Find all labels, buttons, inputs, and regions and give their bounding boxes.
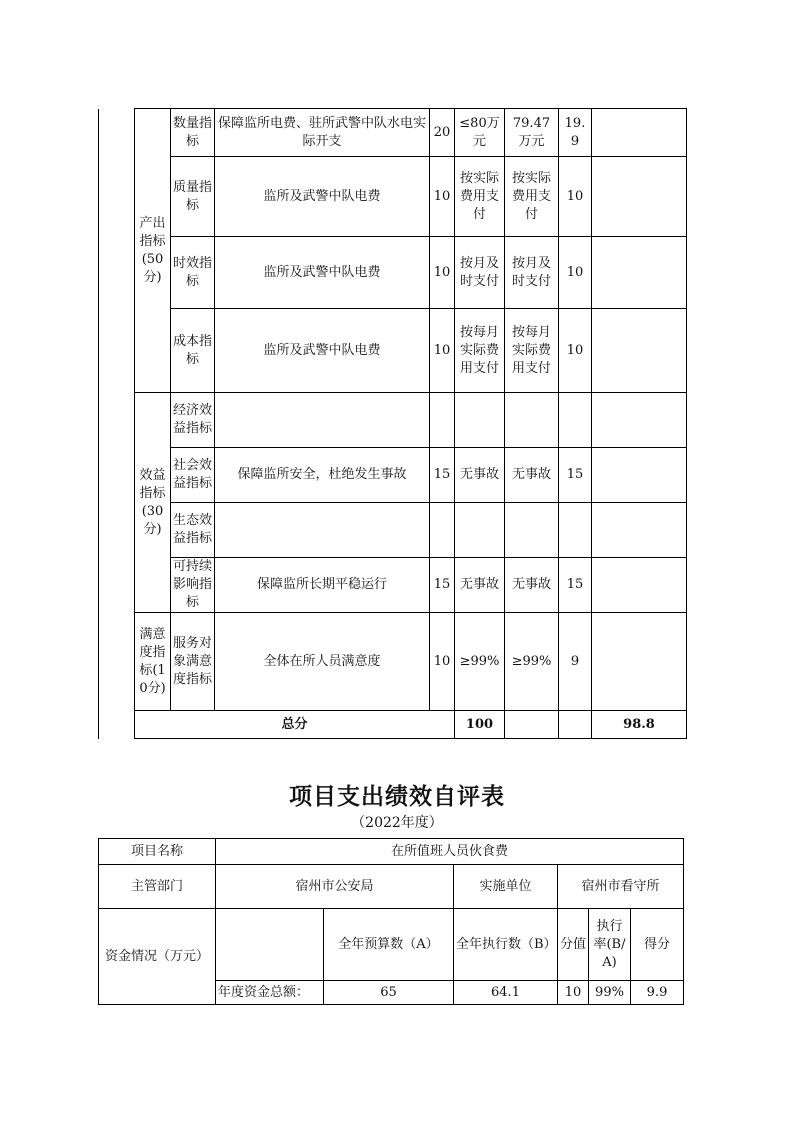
indicator-name: 社会效益指标 [171, 448, 215, 503]
total-score: 100 [455, 711, 505, 739]
indicator-note [592, 558, 687, 613]
satisfaction-indicator-group: 满意度指标(10分) [135, 613, 171, 711]
indicator-got [559, 393, 592, 448]
budget-value: 65 [324, 981, 454, 1005]
indicator-content: 全体在所人员满意度 [215, 613, 430, 711]
performance-indicator-table [98, 108, 687, 739]
exec-value: 64.1 [454, 981, 558, 1005]
indicator-got: 15 [559, 448, 592, 503]
indicator-actual: 按月及时支付 [505, 237, 559, 309]
project-name: 在所值班人员伙食费 [216, 839, 684, 865]
indicator-score: 10 [430, 309, 455, 393]
rate-header: 执行率(B/A) [589, 909, 631, 981]
indicator-note [592, 503, 687, 558]
indicator-got [559, 503, 592, 558]
indicator-actual: 按每月实际费用支付 [505, 309, 559, 393]
annual-total-label: 年度资金总额： [216, 981, 324, 1005]
fund-header-blank [216, 909, 324, 981]
indicator-name: 生态效益指标 [171, 503, 215, 558]
indicator-got: 10 [559, 237, 592, 309]
impl-unit-label: 实施单位 [454, 865, 558, 909]
level1-blank-cell [99, 109, 135, 739]
dept-value: 宿州市公安局 [216, 865, 454, 909]
indicator-note [592, 109, 687, 157]
indicator-target: 无事故 [455, 558, 505, 613]
benefit-indicator-group: 效益指标(30分) [135, 393, 171, 613]
got-value: 9.9 [631, 981, 684, 1005]
indicator-got: 15 [559, 558, 592, 613]
evaluation-form-title: 项目支出绩效自评表 [289, 784, 505, 810]
indicator-name: 数量指标 [171, 109, 215, 157]
score-value: 10 [558, 981, 589, 1005]
indicator-note [592, 448, 687, 503]
evaluation-form-year: （2022年度） [351, 815, 443, 831]
indicator-got: 19.9 [559, 109, 592, 157]
rate-value: 99% [589, 981, 631, 1005]
output-indicator-group: 产出指标(50分) [135, 109, 171, 393]
indicator-content: 保障监所电费、驻所武警中队水电实际开支 [215, 109, 430, 157]
total-label: 总分 [135, 711, 455, 739]
indicator-score: 10 [430, 157, 455, 237]
indicator-note [592, 237, 687, 309]
project-name-label: 项目名称 [99, 839, 216, 865]
indicator-note [592, 393, 687, 448]
indicator-target: 按月及时支付 [455, 237, 505, 309]
indicator-actual: 无事故 [505, 448, 559, 503]
indicator-name: 经济效益指标 [171, 393, 215, 448]
indicator-target: 按每月实际费用支付 [455, 309, 505, 393]
indicator-actual: 无事故 [505, 558, 559, 613]
indicator-target: ≤80万元 [455, 109, 505, 157]
indicator-name: 成本指标 [171, 309, 215, 393]
indicator-name: 服务对象满意度指标 [171, 613, 215, 711]
total-actual [559, 711, 592, 739]
indicator-score [430, 503, 455, 558]
indicator-content: 监所及武警中队电费 [215, 157, 430, 237]
score-header: 分值 [558, 909, 589, 981]
indicator-content [215, 503, 430, 558]
indicator-name: 时效指标 [171, 237, 215, 309]
budget-header: 全年预算数（A） [324, 909, 454, 981]
indicator-target: 无事故 [455, 448, 505, 503]
indicator-target [455, 503, 505, 558]
indicator-target [455, 393, 505, 448]
dept-label: 主管部门 [99, 865, 216, 909]
indicator-score: 20 [430, 109, 455, 157]
indicator-actual [505, 503, 559, 558]
indicator-name: 质量指标 [171, 157, 215, 237]
indicator-score: 15 [430, 558, 455, 613]
indicator-score: 10 [430, 613, 455, 711]
impl-unit-value: 宿州市看守所 [558, 865, 684, 909]
indicator-content: 监所及武警中队电费 [215, 237, 430, 309]
indicator-target: ≥99% [455, 613, 505, 711]
indicator-note [592, 309, 687, 393]
indicator-actual: 按实际费用支付 [505, 157, 559, 237]
indicator-score [430, 393, 455, 448]
indicator-got: 9 [559, 613, 592, 711]
indicator-got: 10 [559, 157, 592, 237]
got-header: 得分 [631, 909, 684, 981]
indicator-actual: ≥99% [505, 613, 559, 711]
indicator-actual [505, 393, 559, 448]
total-target [505, 711, 559, 739]
project-self-evaluation-table [98, 838, 684, 1005]
indicator-content [215, 393, 430, 448]
indicator-target: 按实际费用支付 [455, 157, 505, 237]
fund-label: 资金情况（万元） [99, 909, 216, 1005]
indicator-score: 15 [430, 448, 455, 503]
indicator-content: 保障监所安全，杜绝发生事故 [215, 448, 430, 503]
indicator-actual: 79.47万元 [505, 109, 559, 157]
exec-header: 全年执行数（B） [454, 909, 558, 981]
indicator-name: 可持续影响指标 [171, 558, 215, 613]
indicator-content: 监所及武警中队电费 [215, 309, 430, 393]
indicator-content: 保障监所长期平稳运行 [215, 558, 430, 613]
indicator-got: 10 [559, 309, 592, 393]
indicator-note [592, 157, 687, 237]
total-got: 98.8 [592, 711, 687, 739]
indicator-note [592, 613, 687, 711]
indicator-score: 10 [430, 237, 455, 309]
